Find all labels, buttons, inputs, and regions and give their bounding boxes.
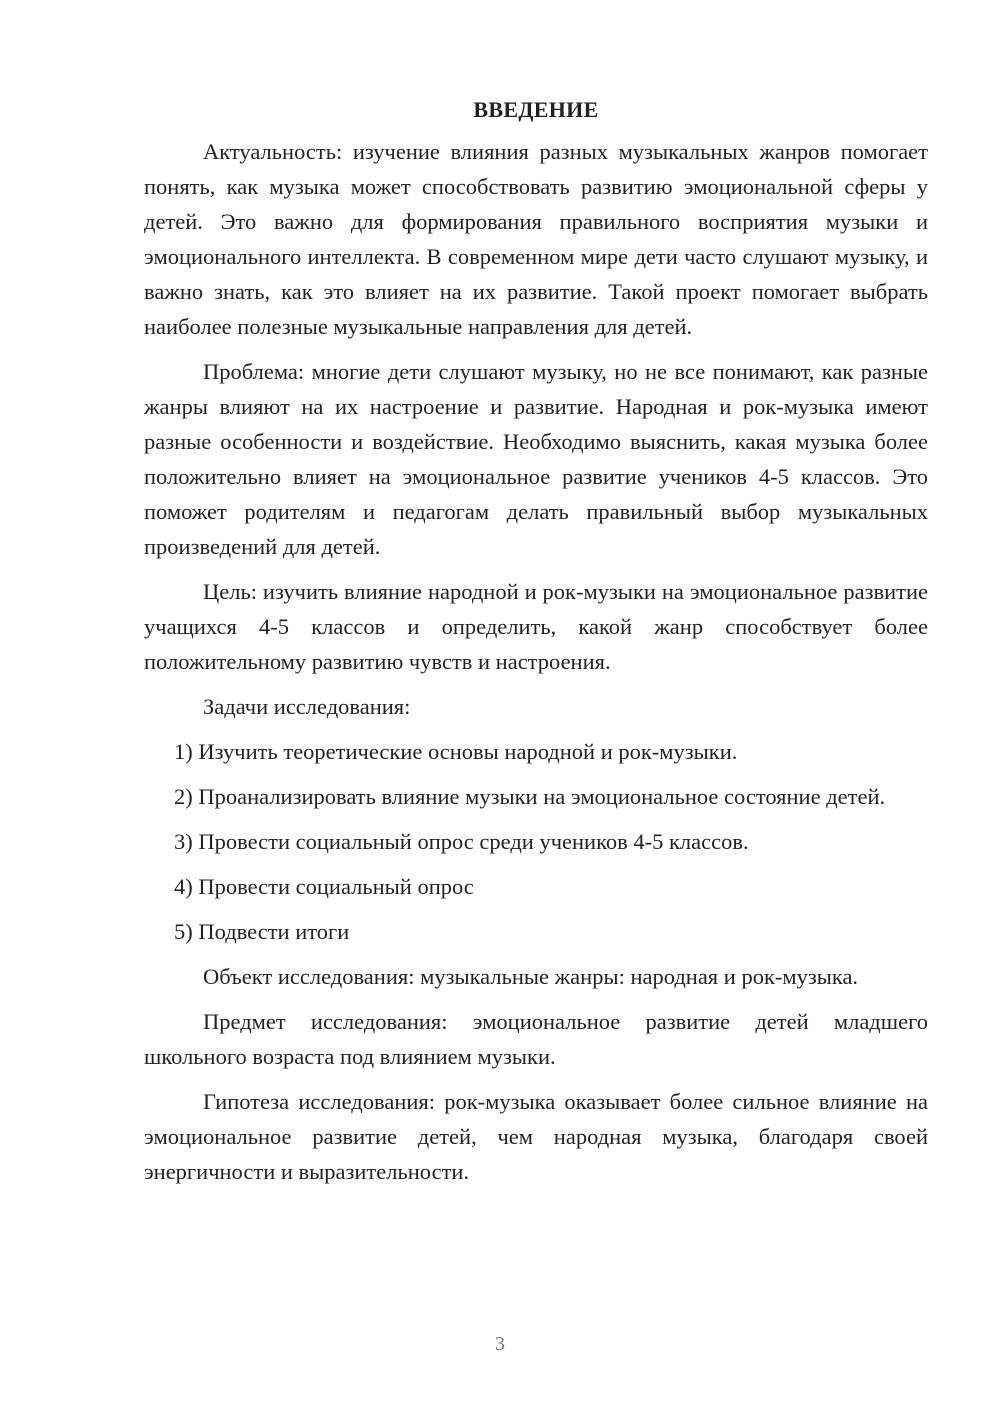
- relevance-paragraph: Актуальность: изучение влияния разных музыкальных жанров помогает понять, как музыка может способствовать развитию эмоциональной сферы у детей. Это важно для формирования правильного восприятия музыки и эмоционального интеллекта. В современном мире дети часто слушают музыку, и важно знать, как это влияет на их развитие. Такой проект помогает выбрать наиболее полезные музыкальные направления для детей.: [144, 139, 928, 339]
- task-item: 1) Изучить теоретические основы народной и рок-музыки.: [174, 739, 738, 764]
- hypothesis-paragraph: Гипотеза исследования: рок-музыка оказывает более сильное влияние на эмоциональное развитие детей, чем народная музыка, благодаря своей энергичности и выразительности.: [144, 1089, 928, 1184]
- page-number: 3: [495, 1333, 505, 1355]
- task-item: 5) Подвести итоги: [174, 919, 350, 944]
- problem-paragraph: Проблема: многие дети слушают музыку, но не все понимают, как разные жанры влияют на их настроение и развитие. Народная и рок-музыка имеют разные особенности и воздействие. Необходимо выяснить, какая музыка более положительно влияет на эмоциональное развитие учеников 4-5 классов. Это поможет родителям и педагогам делать правильный выбор музыкальных произведений для детей.: [144, 359, 928, 559]
- tasks-heading: Задачи исследования:: [203, 694, 411, 719]
- page-title: ВВЕДЕНИЕ: [473, 97, 599, 122]
- task-item: 3) Провести социальный опрос среди учеников 4-5 классов.: [174, 829, 749, 854]
- goal-paragraph: Цель: изучить влияние народной и рок-музыки на эмоциональное развитие учащихся 4-5 классов и определить, какой жанр способствует более положительному развитию чувств и настроения.: [144, 579, 928, 674]
- task-item: 2) Проанализировать влияние музыки на эмоциональное состояние детей.: [174, 784, 886, 809]
- task-item: 4) Провести социальный опрос: [174, 874, 474, 899]
- subject-paragraph: Предмет исследования: эмоциональное развитие детей младшего школьного возраста под влиянием музыки.: [144, 1009, 928, 1069]
- page-content: [144, 92, 928, 1199]
- object-paragraph: Объект исследования: музыкальные жанры: народная и рок-музыка.: [203, 964, 859, 989]
